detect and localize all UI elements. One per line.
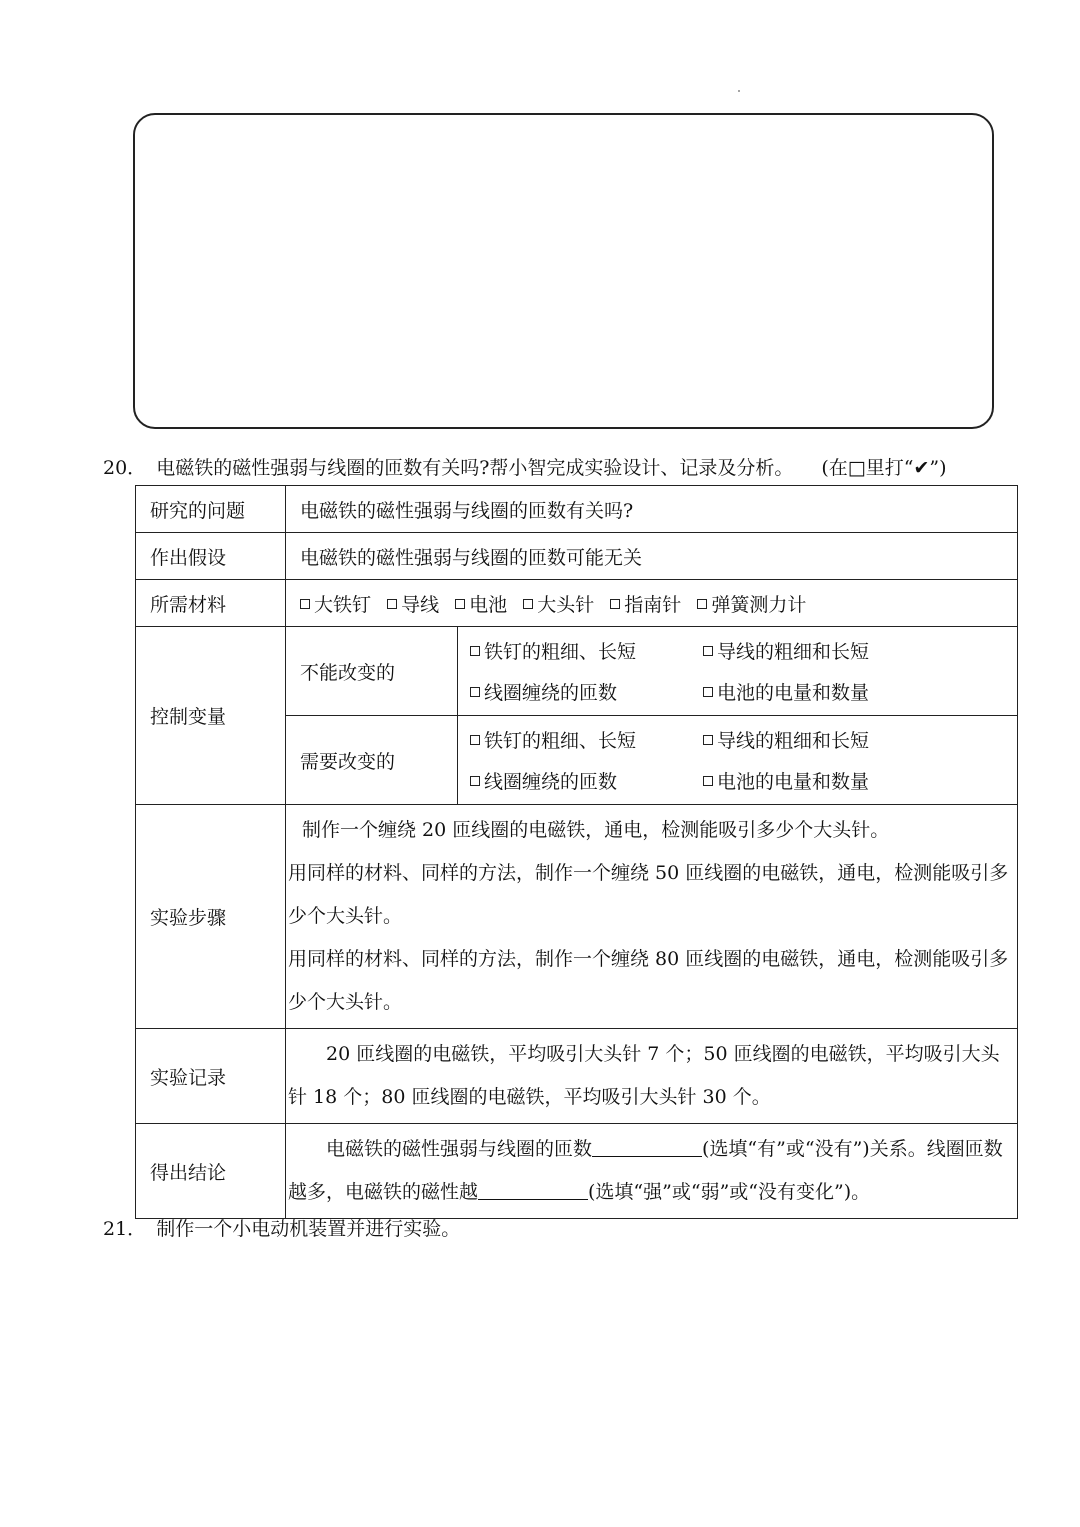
value-question: 电磁铁的磁性强弱与线圈的匝数有关吗? — [286, 486, 1018, 533]
label-materials: 所需材料 — [136, 580, 286, 627]
variable-option[interactable]: 线圈缠绕的匝数 — [470, 767, 703, 794]
variable-option[interactable]: 导线的粗细和长短 — [703, 726, 1017, 753]
row-materials — [136, 580, 1018, 627]
label-record: 实验记录 — [136, 1029, 286, 1124]
steps-content — [286, 805, 1018, 1029]
checkbox-icon[interactable] — [455, 599, 465, 609]
materials-list — [286, 580, 1018, 627]
variable-option[interactable]: 电池的电量和数量 — [703, 678, 1017, 705]
experiment-table — [135, 485, 1018, 1219]
question-20-text: 电磁铁的磁性强弱与线圈的匝数有关吗?帮小智完成实验设计、记录及分析。 — [156, 457, 794, 479]
step-3: 用同样的材料、同样的方法，制作一个缠绕 80 匝线圈的电磁铁，通电，检测能吸引多少个大头针。 — [288, 948, 1009, 1013]
step-1: 制作一个缠绕 20 匝线圈的电磁铁，通电，检测能吸引多少个大头针。 — [302, 819, 890, 841]
label-unchanged: 不能改变的 — [286, 627, 458, 716]
unchanged-options — [458, 627, 1018, 716]
material-option[interactable]: 大铁钉 — [300, 594, 371, 616]
question-20-number: 20． — [103, 457, 147, 479]
row-record — [136, 1029, 1018, 1124]
row-question — [136, 486, 1018, 533]
checkbox-icon[interactable] — [470, 735, 480, 745]
value-hypothesis: 电磁铁的磁性强弱与线圈的匝数可能无关 — [286, 533, 1018, 580]
answer-blank-1[interactable] — [592, 1138, 702, 1157]
checkbox-icon[interactable] — [697, 599, 707, 609]
checkbox-icon[interactable] — [470, 687, 480, 697]
answer-blank-2[interactable] — [478, 1181, 588, 1200]
variable-option[interactable]: 铁钉的粗细、长短 — [470, 637, 703, 664]
record-text: 20 匝线圈的电磁铁，平均吸引大头针 7 个；50 匝线圈的电磁铁，平均吸引大头针 18 个；80 匝线圈的电磁铁，平均吸引大头针 30 个。 — [288, 1043, 1000, 1108]
checkbox-icon[interactable] — [300, 599, 310, 609]
variable-option[interactable]: 线圈缠绕的匝数 — [470, 678, 703, 705]
checkbox-icon[interactable] — [703, 735, 713, 745]
row-steps — [136, 805, 1018, 1029]
row-conclusion — [136, 1124, 1018, 1219]
label-hypothesis: 作出假设 — [136, 533, 286, 580]
material-option[interactable]: 弹簧测力计 — [697, 594, 806, 616]
record-content — [286, 1029, 1018, 1124]
question-21-number: 21． — [103, 1218, 147, 1240]
scan-dot — [738, 90, 740, 92]
material-option[interactable]: 大头针 — [523, 594, 594, 616]
label-conclusion: 得出结论 — [136, 1124, 286, 1219]
question-20-hint: (在□里打“✔”) — [821, 457, 947, 479]
variable-option[interactable]: 铁钉的粗细、长短 — [470, 726, 703, 753]
variable-option[interactable]: 导线的粗细和长短 — [703, 637, 1017, 664]
label-steps: 实验步骤 — [136, 805, 286, 1029]
question-21-text: 制作一个小电动机装置并进行实验。 — [156, 1218, 461, 1240]
changed-options — [458, 716, 1018, 805]
row-unchanged-variables — [136, 627, 1018, 716]
checkbox-icon[interactable] — [703, 646, 713, 656]
checkbox-icon[interactable] — [703, 776, 713, 786]
question-21 — [103, 1214, 460, 1241]
checkbox-icon[interactable] — [703, 687, 713, 697]
question-20 — [103, 453, 947, 480]
label-changed: 需要改变的 — [286, 716, 458, 805]
conclusion-text: 电磁铁的磁性强弱与线圈的匝数 (选填“有”或“没有”)关系。线圈匝数越多，电磁铁的磁性越 (选填“强”或“弱”或“没有变化”)。 — [288, 1138, 1003, 1203]
answer-box[interactable] — [133, 113, 994, 429]
label-control: 控制变量 — [136, 627, 286, 805]
checkbox-icon[interactable] — [610, 599, 620, 609]
checkbox-icon[interactable] — [470, 776, 480, 786]
material-option[interactable]: 指南针 — [610, 594, 681, 616]
label-question: 研究的问题 — [136, 486, 286, 533]
checkbox-icon[interactable] — [470, 646, 480, 656]
material-option[interactable]: 电池 — [455, 594, 507, 616]
checkbox-icon[interactable] — [387, 599, 397, 609]
variable-option[interactable]: 电池的电量和数量 — [703, 767, 1017, 794]
conclusion-content — [286, 1124, 1018, 1219]
row-hypothesis — [136, 533, 1018, 580]
step-2: 用同样的材料、同样的方法，制作一个缠绕 50 匝线圈的电磁铁，通电，检测能吸引多少个大头针。 — [288, 862, 1009, 927]
material-option[interactable]: 导线 — [387, 594, 439, 616]
checkbox-icon[interactable] — [523, 599, 533, 609]
